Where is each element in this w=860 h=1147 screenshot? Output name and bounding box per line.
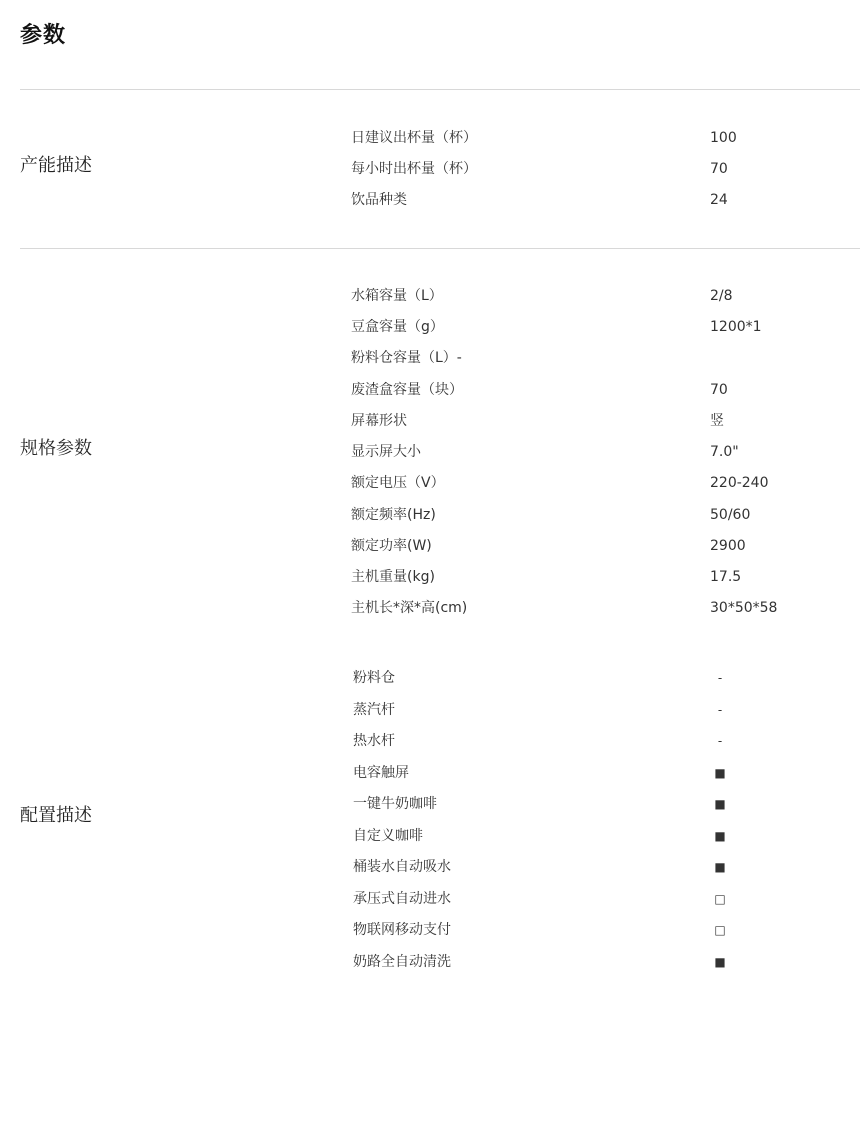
table-row xyxy=(0,348,860,379)
row-value: - xyxy=(717,671,723,685)
table-row xyxy=(0,536,860,567)
row-label: 承压式自动进水 xyxy=(353,891,451,907)
row-label: 显示屏大小 xyxy=(351,444,421,460)
row-value: 2/8 xyxy=(710,288,733,304)
row-label: 物联网移动支付 xyxy=(353,922,451,938)
table-row xyxy=(0,700,860,731)
row-value: 70 xyxy=(710,382,728,398)
table-row xyxy=(0,598,860,629)
row-value: ■ xyxy=(714,797,726,811)
table-row xyxy=(0,286,860,317)
row-label: 水箱容量（L） xyxy=(351,288,443,304)
row-value: ■ xyxy=(714,766,726,780)
table-row xyxy=(0,317,860,348)
table-row xyxy=(0,763,860,794)
table-row xyxy=(0,505,860,536)
section-title-specs: 规格参数 xyxy=(20,438,92,459)
row-value: ■ xyxy=(714,829,726,843)
table-row xyxy=(0,920,860,951)
row-value: 30*50*58 xyxy=(710,600,778,616)
table-row xyxy=(0,794,860,825)
row-label: 奶路全自动清洗 xyxy=(353,954,451,970)
row-label: 豆盒容量（g） xyxy=(351,319,444,335)
section-divider xyxy=(20,89,860,90)
page-title: 参数 xyxy=(20,23,67,48)
row-value: 70 xyxy=(710,161,728,177)
table-row xyxy=(0,826,860,857)
table-row xyxy=(0,567,860,598)
row-label: 主机长*深*高(cm) xyxy=(351,600,468,616)
row-label: 桶装水自动吸水 xyxy=(353,859,451,875)
row-value: 1200*1 xyxy=(710,319,762,335)
row-value: □ xyxy=(714,923,726,937)
table-row xyxy=(0,952,860,983)
row-value: 17.5 xyxy=(710,569,742,585)
table-row xyxy=(0,159,860,190)
row-label: 每小时出杯量（杯） xyxy=(351,161,477,177)
table-row xyxy=(0,668,860,699)
row-label: 额定功率(W) xyxy=(351,538,432,554)
table-row xyxy=(0,473,860,504)
row-label: 屏幕形状 xyxy=(351,413,407,429)
row-label: 日建议出杯量（杯） xyxy=(351,130,477,146)
table-row xyxy=(0,889,860,920)
table-row xyxy=(0,442,860,473)
row-label: 主机重量(kg) xyxy=(351,569,435,585)
row-value: ■ xyxy=(714,955,726,969)
row-label: 热水杆 xyxy=(353,733,395,749)
row-label: 粉料仓容量（L）- xyxy=(351,350,462,366)
row-label: 电容触屏 xyxy=(353,765,409,781)
row-label: 额定电压（V） xyxy=(351,475,445,491)
row-label: 废渣盒容量（块） xyxy=(351,382,463,398)
row-label: 饮品种类 xyxy=(351,192,407,208)
row-value: 100 xyxy=(710,130,737,146)
table-row xyxy=(0,190,860,221)
row-value: 220-240 xyxy=(710,475,769,491)
row-value: 24 xyxy=(710,192,728,208)
row-label: 一键牛奶咖啡 xyxy=(353,796,437,812)
row-value: - xyxy=(717,734,723,748)
table-row xyxy=(0,411,860,442)
section-title-config: 配置描述 xyxy=(20,805,92,826)
table-row xyxy=(0,731,860,762)
row-label: 粉料仓 xyxy=(353,670,395,686)
row-value: - xyxy=(717,703,723,717)
row-value: □ xyxy=(714,892,726,906)
row-label: 蒸汽杆 xyxy=(353,702,395,718)
section-title-capacity: 产能描述 xyxy=(20,155,92,176)
row-value: 7.0" xyxy=(710,444,739,460)
table-row xyxy=(0,857,860,888)
table-row xyxy=(0,380,860,411)
row-label: 额定频率(Hz) xyxy=(351,507,436,523)
row-value: 2900 xyxy=(710,538,746,554)
row-value: 50/60 xyxy=(710,507,751,523)
row-label: 自定义咖啡 xyxy=(353,828,423,844)
row-value: ■ xyxy=(714,860,726,874)
row-value: 竖 xyxy=(710,413,724,429)
table-row xyxy=(0,128,860,159)
section-divider xyxy=(20,248,860,249)
